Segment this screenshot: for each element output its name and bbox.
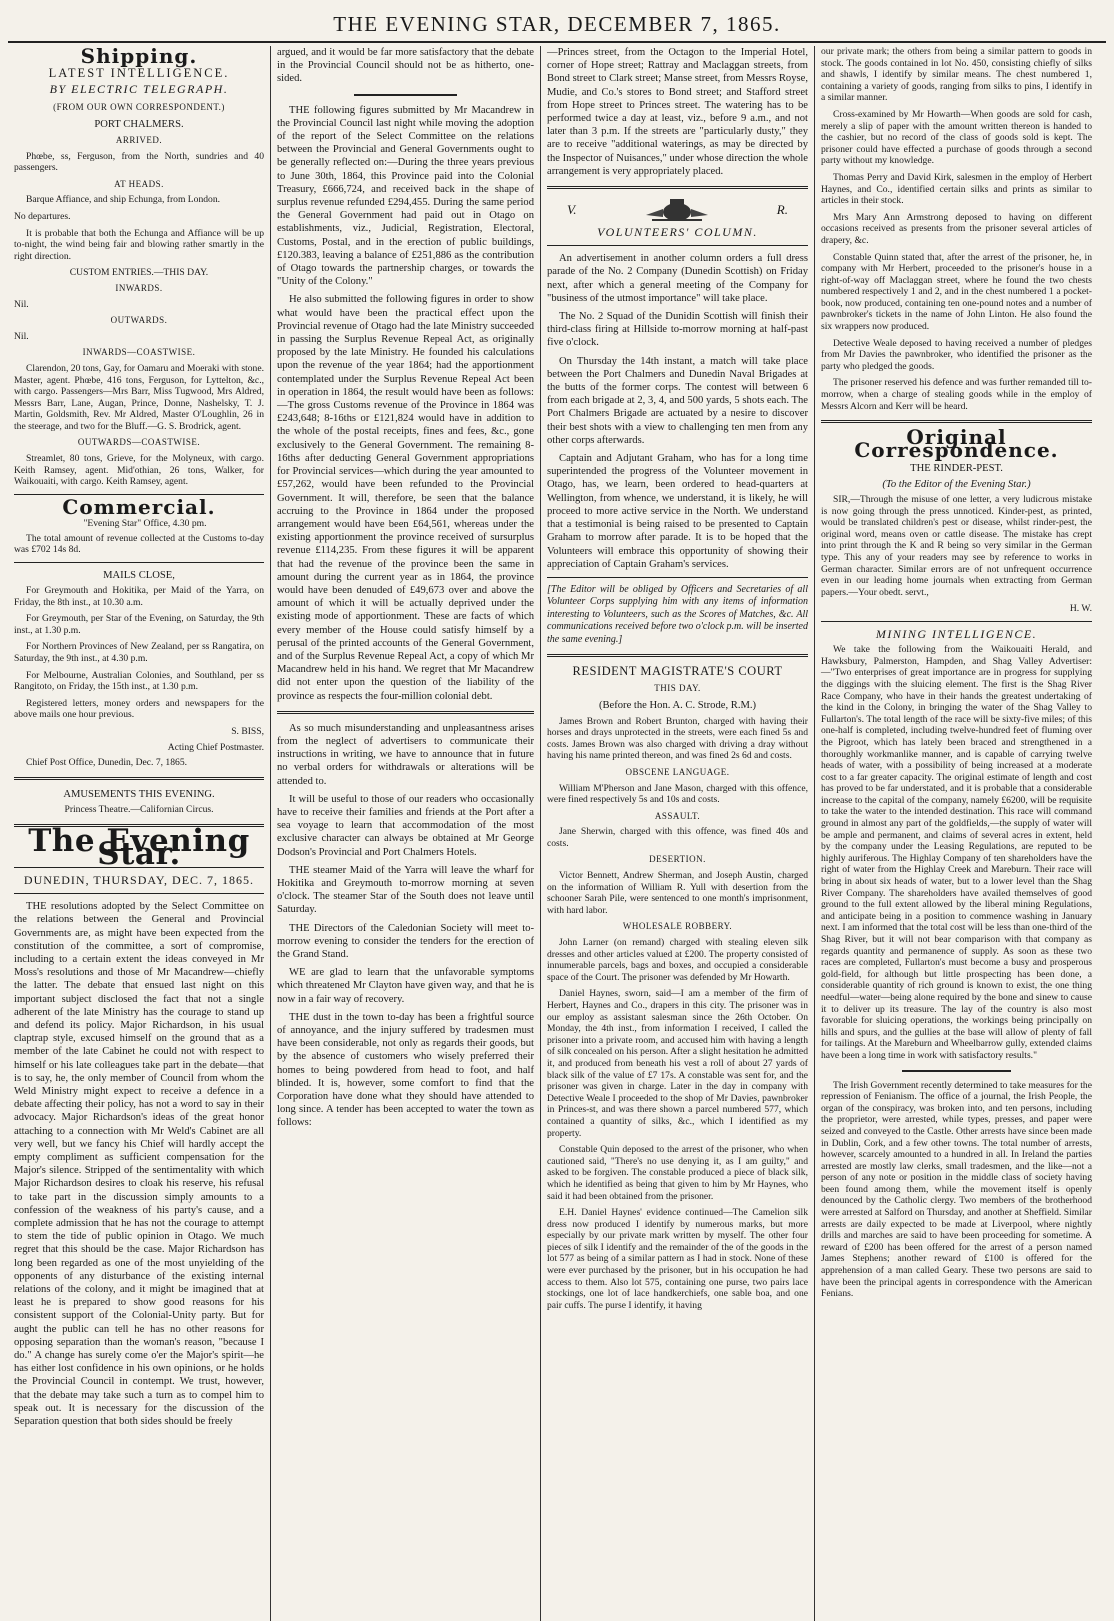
letter-signature: H. W.	[1069, 603, 1092, 615]
volunteers-item: On Thursday the 14th instant, a match will take place between the Port Chalmers and Dunedin Naval Brigades at the butts of the former corps. The contest will between 6 from each brigade at 2, 3, 4, and 500 yards, 5 shots each. The Port Chalmers Brigade are actuated by a nesire to discover their best shots with a view to challenging ten men from any other corps afterwards.	[547, 355, 808, 446]
article-paragraph: He also submitted the following figures in order to show what would have been the practical effect upon the Provincial revenue of Otago had the late Ministry succeeded in passing the Surplus Revenue Repeal Act, as originally proposed by the late Ministry. He founded his calculations upon the revenue of the year 1864; had the apportionment contemplated under the Surplus Revenue Repeal Act been in operation in 1864, the result would have been as follows:—The gross Customs revenue of the Province in 1864 was £243,648; 8-16ths or £121,824 would have in addition to the whole of the postal receipts, fines and fees, &c., gone exclusively to the General Government. The remaining 8-16ths after deducting General Government appropriations for Provincial services—which during the year amounted to £57,262, would have been refunded to the Provincial Government. It will, therefore, be seen that the balance accruing to the Province in 1864 under the proposed arrangement would have been £64,561, whereas under the existing apportionment the province received of sursurplus revenue £114,235. From these figures it will be apparent that had the revenue of the province been the same in amount during the current year as in 1864, the province would have been denuded of £49,673 over and above the amount of which it will be actually deprived under the existing mode of apportionment. These are facts of which every member of the House could satisfy himself by a perusal of the printed accounts of the General Government, and of the Surplus Revenue Repeal Act, a copy of which Mr Macandrew held in his hand. We regret that Mr Macandrew did not enter upon the question of the liability of the province as respects the four-million colonial debt.	[277, 294, 534, 702]
mails-item: For Greymouth and Hokitika, per Maid of the Yarra, on Friday, the 8th inst., at 10.30 a.m.	[14, 585, 264, 608]
court-item: Constable Quinn stated that, after the arrest of the prisoner, he, in company with Mr Herbert, proceeded to the prisoner's house in a right-of-way off Maclaggan street, where he found the two chests numbered respectively 1 and 2, and in the chest numbered 1 a pocket-book, now produced, containing ten one-pound notes and a number of pawnbroker's tickets in the name of John Linton. He also found the six wrappers now produced.	[821, 251, 1092, 333]
amusements-heading: AMUSEMENTS THIS EVENING.	[63, 788, 215, 800]
divider	[14, 777, 264, 780]
divider	[821, 420, 1092, 423]
letter-text: SIR,—Through the misuse of one letter, a very ludicrous mistake is now going through the press unnoticed. Kinder-pest, as printed, would be translated children's pest or disease, whilst rinder-pest, the original word, means oven or cattle disease. The mistake has crept into print through the K and R being so very similar in the German type. This any of your readers may see by reference to works in German character. Similar errors are of not unfrequent occurrence even in our leading home journals when extracting from German papers.—Your obedt. servt.,	[821, 494, 1092, 598]
departures-text: No departures.	[14, 210, 71, 222]
divider	[821, 621, 1092, 622]
court-item: James Brown and Robert Brunton, charged with having their horses and drays unprotected in the streets, were each fined 5s and costs. James Brown was also charged with driving a dray without having his name printed thereon, and was fined 2s 6d and costs.	[547, 715, 808, 762]
paper-title: The Evening Star.	[28, 822, 250, 872]
crest-letter-v: V.	[567, 202, 577, 218]
inwards-coastwise-text: Clarendon, 20 tons, Gay, for Oamaru and Moeraki with stone. Master, agent. Phœbe, 416 tons, Ferguson, for Lyttelton, &c., with cargo. Passengers—Mrs Barr, Miss Tugwood, Mrs Aldred, Messrs Barr, Lane, Augan, Prince, Donne, Nashelsky, T. J. Martin, Goldsmith, Rev. Mr Aldred, Master O'Loughlin, 26 in the steerage, and two for the Bluff.—G. S. Brodrick, agent.	[14, 362, 264, 432]
mining-text: We take the following from the Waikouaiti Herald, and Hawksbury, Palmerston, Hampden, and Shag Valley Advertiser:—"Two enterprises of great importance are in progress for supplying the diggings with the sluicing element. The first is the Shag River Race Company, who have in their hands the greatest undertaking of the kind in the Colony, in bringing the water of the Shag Valley to Fullarton's. The total length of the race will be sixty-five miles; of this one-half is completed, including twelve-hundred feet of fluming over the Pigroot, which has lately been braced and strengthened in a thoroughly workmanlike manner, and is capable of carrying twelve heads of water, with a possibility of being increased at a moderate cost to a far greater capacity. The original estimate of length and cost has proved to be far understated, and it is probable that a considerable increase to the capital of the company, namely £6200, will be requisite to take the water to the intended destination. This race will command ground in almost any part of the goldfields,—the supply of water will be ample and permanent, and claims of several acres in extent, held by the company under the Leasing Regulations, are reputed to be highly auriferous. The Highlay Company of ten shareholders have the right of water from the Highlay Creek and Mareburn. Their race will bring in about six heads of water, but to a lower level than the Shag River Company. The shareholders have availed themselves of good ground to the full extent allowed by the liberal mining Regulations, and anticipate being in a position to commence washing in January next. I am informed that the total cost will be less than one-third of the Shag River, but it will not bear comparison with that company as regards quantity and permanence of supply. As soon as these two races are completed, Fullarton's must become a busy and prosperous gold-field, for although but little prospecting has been done, a considerable quantity of rich ground is known to exist, the one thing needful—water—being alone required by the bone and sinew to cause it to deliver up its treasure. The lay of the country is also most favorable for sluicing operations, the workings being principally on hills and spurs, and the gullies at the base will allow of plenty of fall for tailings. At the Mareburn and Wheelbarrow gully, extended claims have been a long time in work with satisfactory results."	[821, 644, 1092, 1061]
mails-signature: S. BISS,	[231, 725, 264, 737]
outwards-nil: Nil.	[14, 330, 29, 342]
mails-item: For Melbourne, Australian Colonies, and Southland, per ss Rangitoto, on Friday, the 15th inst., at 1.30 p.m.	[14, 669, 264, 693]
volunteers-item: Captain and Adjutant Graham, who has for a long time superintended the progress of the Volunteer movement in Otago, has, we learn, been ordered to head-quarters at Wellington, from whence, we understand, it is likely, he will proceed to more active service in the North. We understand that a testimonial is being raised to be presented to Captain Graham to morrow after parade. It is to be hoped that the Volunteers will embrace this opportunity of showing their appreciation of Captain Graham's services.	[547, 453, 808, 570]
this-day-heading: THIS DAY.	[654, 683, 701, 694]
divider	[547, 186, 808, 189]
magistrate-court-heading: RESIDENT MAGISTRATE'S COURT	[572, 663, 783, 678]
divider	[547, 577, 808, 578]
port-chalmers-heading: PORT CHALMERS.	[94, 118, 184, 130]
news-item: As so much misunderstanding and unpleasantness arises from the neglect of advertisers to communicate their instructions in writing, we have to announce that in future no verbal orders for withdrawals or alterations will be attended to.	[277, 722, 534, 787]
original-correspondence-heading: Original Correspondence.	[854, 425, 1059, 463]
own-correspondent: (FROM OUR OWN CORRESPONDENT.)	[53, 101, 225, 112]
custom-entries-heading: CUSTOM ENTRIES.—THIS DAY.	[69, 267, 209, 279]
royal-crest-icon	[642, 197, 712, 223]
before-magistrate: (Before the Hon. A. C. Strode, R.M.)	[598, 700, 757, 712]
article-paragraph: argued, and it would be far more satisfactory that the debate in the Provincial Council should not be as hitherto, one-sided.	[277, 47, 534, 85]
court-item: William M'Pherson and Jane Mason, charged with this offence, were fined respectively 5s and 10s and costs.	[547, 782, 808, 806]
divider	[277, 711, 534, 714]
column-2	[270, 46, 540, 1621]
court-item: Mrs Mary Ann Armstrong deposed to having on different occasions received as presents from the prisoner several articles of drapery, &c.	[821, 211, 1092, 246]
desertion-heading: DESERTION.	[649, 854, 706, 865]
divider	[14, 562, 264, 563]
divider	[547, 654, 808, 657]
commercial-text: The total amount of revenue collected at the Customs to-day was £702 14s 8d.	[14, 532, 264, 556]
article-paragraph: THE following figures submitted by Mr Macandrew in the Provincial Council last night while moving the adoption of the report of the Select Committee on the relations between the Provincial and General Governments ought to be generally reflected on:—During the three years previous to June 30th, 1864, this Province paid into the Colonial Treasury, £666,724, and received back in the shape of surplus revenue refunded £294,455. During the same period the General Government had paid out in Otago on establishments, viz., Judicial, Registration, Electoral, Customs, Postal, and in the erection of public buildings, £120.383, leaving a balance of £251,886 as the contribution of Otago towards the partnership charges, or towards the "Unity of the Colony."	[277, 104, 534, 288]
divider	[902, 1070, 1010, 1072]
outwards-coastwise-text: Streamlet, 80 tons, Grieve, for the Molyneux, with cargo. Keith Ramsey, agent. Mid'othian, 26 tons, Walker, for Waikouaiti, with cargo. Keith Ramsey, agent.	[14, 453, 264, 488]
commercial-office: "Evening Star" Office, 4.30 pm.	[83, 518, 207, 530]
editorial-note: [The Editor will be obliged by Officers and Secretaries of all Volunteer Corps supplying him with any items of information interesting to Volunteers, such as the Scores of Matches, &c. All communications received before two o'clock p.m. will be inserted the same evening.]	[547, 583, 808, 645]
arrived-text: Phœbe, ss, Ferguson, from the North, sundries and 40 passengers.	[14, 150, 264, 174]
mails-close-heading: MAILS CLOSE,	[103, 569, 175, 581]
volunteers-item: The No. 2 Squad of the Dunidin Scottish will finish their third-class firing at Hillside to-morrow morning at half-past five o'clock.	[547, 311, 808, 349]
lead-article: THE resolutions adopted by the Select Committee on the relations between the General and Provincial Governments are, as might have been expected from the constitution of the committee, a sort of compromise, including to a certain extent the ideas conveyed in Mr Moss's resolutions and those of Mr Macandrew—chiefly the latter. The debate that ensued last night on this important subject disclosed the fact that not a single adherent of the late Ministry has the courage to stand up and defend its policy. Major Richardson, in his usual claptrap style, excused himself on the ground that as a member of the late Cabinet he could not with respect to himself or his late colleagues take part in the debate—that is to say, he, the only member of Council from whom the Weld Ministry might expect to receive a defence in a debate affecting their policy, has not a word to say in their advocacy. Major Richardson's ideas of the great honor attaching to a connection with Mr Weld's Cabinet are all very well, but we fancy his Chief will hardly accept the empty compliment as sufficient compensation for the Major's silence. Stripped of the sentimentality with which Major Richardson desires to cloak his reserve, his refusal to take part in the discussion simply amounts to a confession of the weakness of his party's cause, and a complete admission that he has not the courage to attempt to stem the tide of public opinion in Otago. We much regret that this should be the case. Major Richardson has long been regarded as one of the most unyielding of the opponents of any disturbance of the existing internal relations of the colony, and it might be imagined that at least he is prepared to show good reasons for his consistent support of the Colonial-Unity party. But for aught the public can tell he has no other reasons for opposing separation than the woman's reason, "because I do." A change has surely come o'er the Major's spirit—he has either lost confidence in his own opinions, or he holds the Provincial Council in contempt. We trust, however, that the debate may take such a turn as to compel him to speak out. It is necessary for the discussion of the Separation question that both sides should be freely	[14, 901, 264, 1428]
outwards-heading: OUTWARDS.	[110, 315, 168, 326]
court-item: E.H. Daniel Haynes' evidence continued—The Camelion silk dress now produced I identify by numerous marks, but more especially by our private mark written by myself. The other four pieces of silk I identify and the remainder of the of the goods in the lot 577 as being of a similar pattern as I had in stock. None of these were ever purchased by the prisoner, but in his occupation he had access to them. Also lot 575, containing one purse, two pairs lace stockings, one lot of lace handkerchiefs, one sable boa, and one pair cuffs. The purse I identify, it having	[547, 1207, 808, 1311]
mails-signature-title: Acting Chief Postmaster.	[167, 741, 264, 753]
court-item: Jane Sherwin, charged with this offence, was fined 40s and costs.	[547, 826, 808, 849]
masthead: THE EVENING STAR, DECEMBER 7, 1865.	[8, 8, 1106, 43]
inwards-heading: INWARDS.	[115, 282, 163, 293]
volunteers-crest-row	[567, 197, 788, 223]
news-item: THE Directors of the Caledonian Society will meet to-morrow evening to consider the tenders for the erection of the Grand Stand.	[277, 922, 534, 960]
mails-item: For Northern Provinces of New Zealand, per ss Rangatira, on Saturday, the 9th inst., at 4.30 p.m.	[14, 641, 264, 665]
court-item: Cross-examined by Mr Howarth—When goods are sold for cash, merely a slip of paper with the amount written thereon is handed to the cashier, but no record of the class of goods sold is kept. The prisoner could have effected a purchase of goods through a second party without my knowledge.	[821, 108, 1092, 167]
outwards-coastwise-heading: OUTWARDS—COASTWISE.	[77, 437, 201, 448]
assault-heading: ASSAULT.	[654, 810, 701, 821]
news-item: WE are glad to learn that the unfavorable symptoms which threatened Mr Clayton have given way, and that he is now in a fair way of recovery.	[277, 967, 534, 1005]
news-item: It will be useful to those of our readers who occasionally have to receive their families and friends at the Port after a sea voyage to learn that accommodation of the most exclusive character can always be obtained at Mr George Dodson's Provincial and Port Chalmers Hotels.	[277, 793, 534, 858]
divider	[14, 893, 264, 894]
volunteers-item: An advertisement in another column orders a full dress parade of the No. 2 Company (Dunedin Scottish) on Friday next, after which a general meeting of the Company for "business of the utmost importance" will take place.	[547, 253, 808, 304]
column-1	[8, 46, 270, 1621]
court-item: John Larner (on remand) charged with stealing eleven silk dresses and other articles valued at £200. The property consisted of innumerable parcels, bags and boxes, and occupied a considerable space of the Court. The prisoner was defended by Mr Howarth.	[547, 937, 808, 983]
court-item: Daniel Haynes, sworn, said—I am a member of the firm of Herbert, Haynes and Co., drapers in this city. The prisoner was in our employ as assistant salesman since the 26th October. On Monday, the 4th inst., from information I received, I called the prisoner into a private room, and accused him with having a length of silk concealed on his person. After a slight hesitation he admitted it, and produced from beneath his vest a roll of about 27 yards of black silk of the value of £7 17s. A constable was sent for, and the prisoner was given in charge. Later in the day in company with Detective Weale I proceeded to the shop of Mr Davies, pawnbroker in Princes-st, and was there shown a parcel numbered 577, which contained a quantity of silks, &c., which I identified as my property.	[547, 988, 808, 1139]
news-item: THE dust in the town to-day has been a frightful source of annoyance, and the injury suffered by tradesmen must have been considerable, not only as regards their goods, but by the absence of customers who wisely preferred their homes to being powdered from head to foot, and half blinded. It is, however, some comfort to find that the Corporation have done what they should have attended to long since. A tender has been accepted to water the town as follows:	[277, 1011, 534, 1129]
column-4	[814, 46, 1098, 1621]
article-paragraph: —Princes street, from the Octagon to the Imperial Hotel, corner of Hope street; Rattray and Maclaggan streets, from Bond street to Clark street; Manse street, from Messrs Royse, Mudie, and Co.'s stores to Bond street; and Stafford street from Hope street to Princes street. The watering has to be performed twice a day at least, viz., before 9 a.m., and not later than 3 p.m. If the streets are "particularly dusty," they are to receive "additional waterings, as may be directed by the Inspector of Nuisances," under whose direction the whole arrangement is very appropriately placed.	[547, 47, 808, 177]
commercial-heading: Commercial.	[62, 494, 216, 519]
shipping-heading: Shipping.	[80, 46, 198, 68]
court-item: our private mark; the others from being a similar pattern to goods in stock. The goods contained in lot No. 450, consisting chiefly of silks and shawls, I identify by similar means. The chest numbered 1, containing a variety of goods, ranging from silks to pins, I identify in a similar manner.	[821, 46, 1092, 104]
fenian-text: The Irish Government recently determined to take measures for the repression of Fenianism. The office of a journal, the Irish People, the organ of the conspiracy, was broken into, and ten persons, including the proprietor, were arrested, while types, presses, and paper were seized and conveyed to the Castle. Other arrests have since been made in Dublin, Cork, and a few other towns. The total number of arrests, however, scarcely amounted to a hundred in all. In Ireland the parties arrested are mostly law clerks, small tradesmen, and the like—not a person of any note or position in the middle class of society having been found among them, while the movement itself is openly denounced by the Catholic clergy. Two members of the brotherhood were arrested at Salford on Thursday, and another at Sheffield. Similar arrests are daily expected to be made at Liverpool, where nightly drills and marches are said to have been proceeding for sometime. A reward of £200 has been offered for the arrest of a person named James Stephens; another reward of £100 is offered for the apprehension of a man called Geary. These two persons are said to have been the principal agents in correspondence with the American Fenians.	[821, 1079, 1092, 1300]
divider	[354, 94, 457, 96]
column-3	[540, 46, 814, 1621]
volunteers-heading: VOLUNTEERS' COLUMN.	[597, 225, 758, 240]
rinder-pest-heading: THE RINDER-PEST.	[910, 462, 1003, 474]
telegraph-heading: BY ELECTRIC TELEGRAPH.	[49, 82, 229, 97]
heads-heading: AT HEADS.	[114, 178, 164, 189]
court-item: The prisoner reserved his defence and was further remanded till to-morrow, when a charge of stealing goods while in the employ of Messrs Alcorn and Kerr will be heard.	[821, 377, 1092, 412]
arrived-heading: ARRIVED.	[115, 135, 163, 146]
court-item: Constable Quin deposed to the arrest of the prisoner, who when cautioned said, "There's no use denying it, as I am guilty," and asked to be forgiven. The constable produced a piece of black silk, which he identified as being that given to him by Mr Haynes, who said it had been obtained from the prisoner.	[547, 1144, 808, 1202]
court-item: Thomas Perry and David Kirk, salesmen in the employ of Herbert Haynes, and Co., identified certain silks and prints as similar to articles in their stock.	[821, 171, 1092, 207]
probable-text: It is probable that both the Echunga and Affiance will be up to-night, the wind being fair and blowing rather smartly in the right direction.	[14, 227, 264, 262]
mails-item: Registered letters, money orders and newspapers for the above mails one hour previous.	[14, 697, 264, 721]
obscene-language-heading: OBSCENE LANGUAGE.	[625, 766, 730, 777]
mails-item: For Greymouth, per Star of the Evening, on Saturday, the 9th inst., at 1.30 p.m.	[14, 613, 264, 636]
court-item: Detective Weale deposed to having received a number of pledges from Mr Davies the pawnbroker, who identified the prisoner as the party who pledged the goods.	[821, 337, 1092, 372]
mails-signature-place: Chief Post Office, Dunedin, Dec. 7, 1865.	[26, 757, 188, 769]
to-editor: (To the Editor of the Evening Star.)	[882, 478, 1031, 490]
court-item: Victor Bennett, Andrew Sherman, and Joseph Austin, charged on the information of William R. Yull with desertion from the schooner Sarah Pile, were sentenced to one month's imprisonment, with hard labor.	[547, 870, 808, 916]
wholesale-robbery-heading: WHOLESALE ROBBERY.	[622, 921, 733, 932]
dateline: DUNEDIN, THURSDAY, DEC. 7, 1865.	[23, 872, 255, 887]
latest-intelligence-heading: LATEST INTELLIGENCE.	[48, 66, 230, 81]
heads-text: Barque Affiance, and ship Echunga, from London.	[26, 194, 221, 206]
news-item: THE steamer Maid of the Yarra will leave the wharf for Hokitika and Greymouth to-morrow morning at seven o'clock. The steamer Star of the South does not leave until Saturday.	[277, 864, 534, 916]
columns	[8, 46, 1106, 1621]
mining-heading: MINING INTELLIGENCE.	[875, 626, 1038, 641]
amusements-text: Princess Theatre.—Californian Circus.	[64, 803, 214, 815]
inwards-coastwise-heading: INWARDS—COASTWISE.	[82, 347, 196, 358]
divider	[547, 245, 808, 246]
crest-letter-r: R.	[776, 202, 788, 218]
inwards-nil: Nil.	[14, 298, 29, 310]
